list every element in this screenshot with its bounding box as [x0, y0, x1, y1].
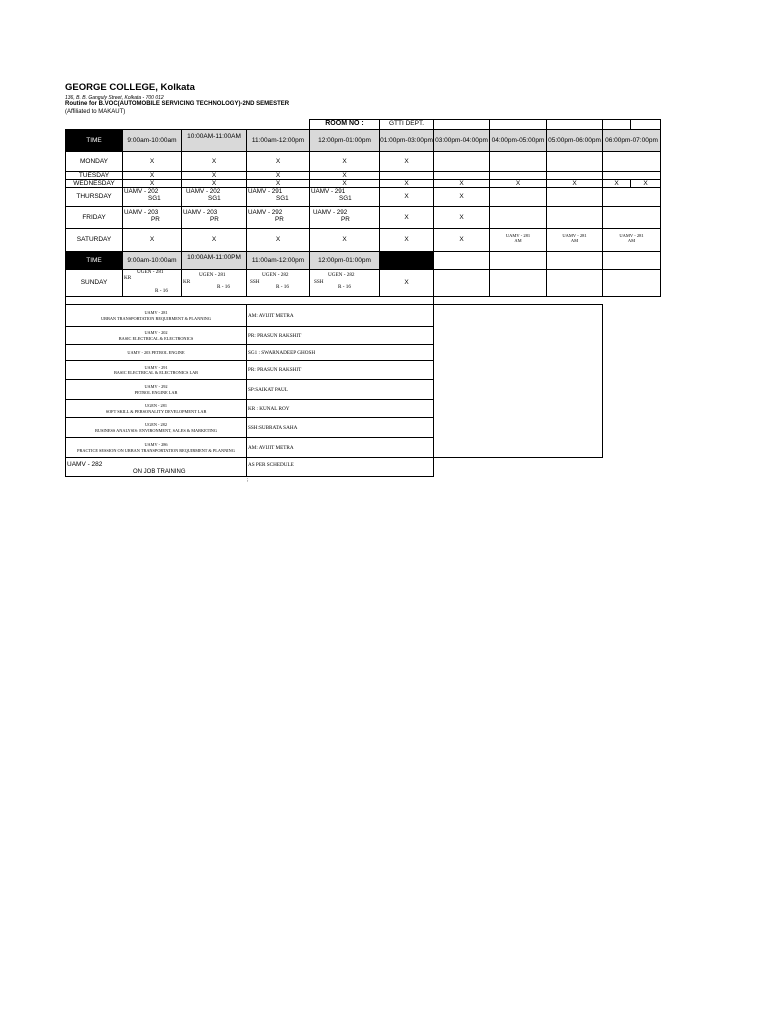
time-slot: 06:00pm-07:00pm	[602, 129, 661, 152]
teacher-code: PR	[275, 216, 284, 223]
day-label-saturday: SATURDAY	[65, 228, 123, 252]
teacher-code: SG1	[148, 195, 161, 202]
legend-teacher: SSH:SUBRATA SAHA	[246, 417, 434, 438]
time-slot: 9:00am-10:00am	[122, 251, 182, 270]
legend-code: UAMV - 291	[144, 364, 168, 370]
legend-teacher: SG1 : SWARNADEEP GHOSH	[246, 344, 434, 361]
teacher-code: SSH	[314, 279, 324, 285]
time-slot: 05:00pm-06:00pm	[546, 129, 603, 152]
slot-cell	[489, 151, 547, 172]
slot-cell	[602, 187, 661, 207]
class-code: UAMV - 292	[248, 209, 283, 216]
slot-cell: X	[309, 151, 380, 172]
day-label-monday: MONDAY	[65, 151, 123, 172]
legend-subject-name: BASIC ELECTRICAL & ELECTRONICS LAB	[113, 370, 199, 375]
time-slot: 12:00pm-01:00pm	[309, 129, 380, 152]
teacher-code: SSH	[250, 279, 260, 285]
day-label-wednesday: WEDNESDAY	[65, 179, 123, 188]
time-slot: 10:00AM-11:00PM	[181, 251, 247, 270]
class-code: UGEN - 281	[137, 269, 164, 275]
class-code: UAMV - 281	[505, 233, 531, 238]
sunday-blank-dark	[379, 251, 434, 270]
teacher-code: KR	[124, 275, 132, 281]
slot-cell: X	[379, 206, 434, 229]
teacher-code: KR	[183, 279, 191, 285]
slot-cell	[433, 269, 490, 297]
legend-teacher: AM: AVIJIT METRA	[246, 304, 434, 327]
teacher-code: PR	[151, 216, 160, 223]
slot-cell	[546, 269, 603, 297]
slot-cell	[602, 206, 661, 229]
slot-cell: X	[379, 179, 434, 188]
legend-subject-name: BUSINESS ANALYSIS: ENVIRONMENT, SALES & MARKETING	[95, 427, 217, 433]
slot-cell	[489, 187, 547, 207]
routine-title: Routine for B.VOC(AUTOMOBILE SERVICING TECHNOLOGY)-2ND SEMESTER	[65, 101, 290, 107]
teacher-code: AM	[570, 238, 579, 244]
legend-subject-name: PETROL ENGINE LAB	[134, 389, 178, 395]
slot-cell: X	[546, 179, 603, 188]
legend-code: UGEN - 281	[145, 403, 167, 409]
ojt-schedule	[246, 457, 434, 477]
legend-subject-name: BASIC ELECTRICAL & ELECTRONICS	[118, 335, 194, 341]
legend-subject	[65, 417, 247, 438]
slot-cell: X	[602, 179, 631, 188]
slot-cell: X	[489, 179, 547, 188]
teacher-code: SG1	[208, 195, 221, 202]
legend-teacher: PR: PRASUN RAKSHIT	[246, 360, 434, 380]
slot-cell	[546, 228, 603, 252]
slot-cell: X	[309, 228, 380, 252]
slot-cell: X	[309, 179, 380, 188]
legend-subject	[65, 360, 247, 380]
room-code: R - 16	[276, 284, 289, 290]
slot-cell: X	[246, 228, 310, 252]
legend-subject	[65, 399, 247, 418]
slot-cell	[546, 187, 603, 207]
slot-cell: X	[379, 151, 434, 172]
class-code: UAMV - 203	[183, 209, 218, 216]
teacher-code: PR	[210, 216, 219, 223]
legend-subject	[65, 379, 247, 400]
slot-cell: X	[122, 179, 182, 188]
class-code: UAMV - 203	[124, 209, 159, 216]
slot-cell: X	[433, 187, 490, 207]
class-code: UGEN - 282	[328, 272, 355, 278]
slot-cell: X	[433, 179, 490, 188]
day-label-thursday: THURSDAY	[65, 187, 123, 207]
slot-cell: X	[379, 187, 434, 207]
slot-cell	[433, 151, 490, 172]
sunday-time-label: TIME	[65, 251, 123, 270]
legend-subject	[65, 326, 247, 345]
time-slot: 04:00pm-05:00pm	[489, 129, 547, 152]
ojt-subject	[65, 457, 247, 477]
day-label-tuesday: TUESDAY	[65, 171, 123, 180]
legend-code: UAMV - 292	[144, 384, 168, 390]
room-value: GTTI DEPT.	[379, 119, 434, 130]
slot-cell	[546, 151, 603, 172]
slot-cell	[489, 251, 547, 270]
legend-teacher: SP:SAIKAT PAUL	[246, 379, 434, 400]
slot-cell	[489, 269, 547, 297]
slot-cell: X	[181, 171, 247, 180]
class-code: UAMV - 292	[313, 209, 348, 216]
day-label-sunday: SUNDAY	[65, 269, 123, 297]
slot-cell: X	[433, 206, 490, 229]
slot-cell: X	[122, 171, 182, 180]
slot-cell	[602, 269, 661, 297]
time-slot: 03:00pm-04:00pm	[433, 129, 490, 152]
slot-cell	[489, 228, 547, 252]
slot-cell: X	[246, 171, 310, 180]
legend-subject-name: PRACTICE SESSION ON URBAN TRANSPORTATION REQUIRMENT & PLANNING	[77, 447, 235, 453]
legend-code: UGEN - 282	[145, 422, 167, 428]
time-slot: 11:00am-12:00pm	[246, 129, 310, 152]
class-code: UAMV - 202	[124, 188, 159, 195]
legend-subject	[65, 304, 247, 327]
teacher-code: AM	[627, 238, 636, 244]
slot-cell: X	[379, 228, 434, 252]
legend-teacher: PR: PRASUN RAKSHIT	[246, 326, 434, 345]
slot-cell: X	[122, 151, 182, 172]
ojt-label: ON JOB TRAINING	[133, 469, 186, 475]
slot-cell	[546, 251, 603, 270]
teacher-code: AM	[514, 238, 522, 244]
room-label: ROOM NO :	[309, 119, 380, 130]
ojt-schedule-text: AS PER SCHEDULE	[248, 462, 294, 468]
slot-cell: X	[630, 179, 661, 188]
teacher-code: SG1	[339, 195, 352, 202]
slot-cell: X	[181, 151, 247, 172]
slot-cell: X	[181, 179, 247, 188]
class-code: UGEN - 282	[262, 272, 289, 278]
class-code: UAMV - 291	[311, 188, 346, 195]
legend-code: UAMV - 281	[144, 310, 168, 316]
legend-subject	[65, 437, 247, 458]
legend-subject-name: UAMV - 203 PETROL ENGINE	[127, 349, 185, 355]
class-code: UAMV - 281	[619, 233, 644, 238]
legend-blank-box	[433, 304, 603, 458]
slot-cell: X	[122, 228, 182, 252]
slot-cell: X	[433, 228, 490, 252]
class-code: UAMV - 291	[248, 188, 283, 195]
room-code: R - 16	[338, 284, 351, 290]
slot-cell	[602, 151, 661, 172]
slot-cell	[602, 228, 661, 252]
time-slot: 9:00am-10:00am	[122, 129, 182, 152]
ojt-mark: ;	[247, 477, 249, 483]
slot-cell	[433, 251, 490, 270]
slot-cell: X	[379, 269, 434, 297]
slot-cell: X	[309, 171, 380, 180]
time-slot: 11:00am-12:00pm	[246, 251, 310, 270]
room-code: R - 16	[217, 284, 230, 290]
slot-cell: X	[181, 228, 247, 252]
teacher-code: SG1	[276, 195, 289, 202]
slot-cell	[602, 251, 661, 270]
slot-cell: X	[246, 151, 310, 172]
legend-code: UAMV - 286	[144, 442, 168, 448]
ojt-code: UAMV - 282	[67, 461, 103, 468]
time-slot: 10:00AM-11:00AM	[181, 129, 247, 152]
legend-subject-name: URBAN TRANSPORTATION REQUIRMENT & PLANNING	[100, 315, 211, 321]
legend-teacher: KR : KUNAL ROY	[246, 399, 434, 418]
time-slot: 01:00pm-03:00pm	[379, 129, 434, 152]
slot-cell	[546, 206, 603, 229]
legend-subject-name: SOFT SKILL & PERSONALITY DEVELOPMENT LAB	[105, 408, 207, 414]
college-address: 136, B. B. Ganguly Street, Kolkata - 700 012	[65, 95, 164, 101]
legend-teacher: AM: AVIJIT METRA	[246, 437, 434, 458]
legend-code: UAMV - 202	[144, 330, 168, 336]
room-code: R - 16	[155, 288, 168, 294]
slot-cell: X	[246, 179, 310, 188]
teacher-code: PR	[341, 216, 350, 223]
day-label-friday: FRIDAY	[65, 206, 123, 229]
legend-subject	[65, 344, 247, 361]
class-code: UAMV - 281	[562, 233, 587, 238]
affiliation-text: (Affiliated to MAKAUT)	[65, 109, 126, 115]
time-slot: 12:00pm-01:00pm	[309, 251, 380, 270]
slot-cell	[489, 206, 547, 229]
college-title: GEORGE COLLEGE, Kolkata	[65, 82, 195, 93]
time-header-label: TIME	[65, 129, 123, 152]
class-code: UGEN - 281	[199, 272, 226, 278]
class-code: UAMV - 202	[186, 188, 221, 195]
